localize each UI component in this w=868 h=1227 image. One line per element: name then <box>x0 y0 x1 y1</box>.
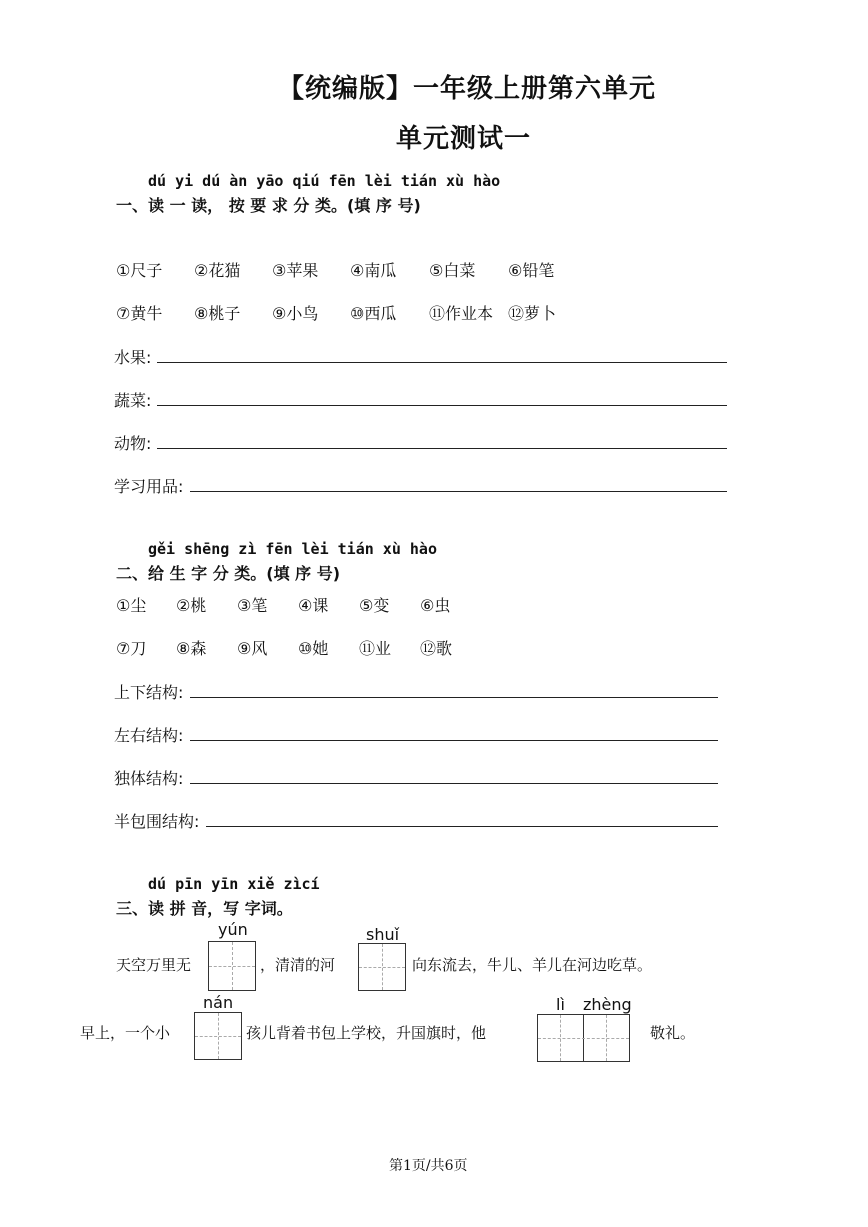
section2-heading: 二、给 生 字 分 类。(填 序 号) <box>116 564 341 583</box>
writing-box-shui[interactable] <box>358 943 406 991</box>
list-item: ②桃 <box>176 596 207 615</box>
sentence2-part3: 敬礼。 <box>650 1024 696 1042</box>
section1-pinyin: dú yi dú àn yāo qiú fēn lèi tián xù hào <box>148 172 501 190</box>
list-item: ①尺子 <box>116 261 163 280</box>
sentence1-part1: 天空万里无 <box>116 956 192 974</box>
answer-line-animal[interactable] <box>157 448 727 449</box>
sentence1-part3: 向东流去，牛儿、羊儿在河边吃草。 <box>412 956 653 974</box>
section1-heading: 一、读 一 读， 按 要 求 分 类。(填 序 号) <box>116 196 421 215</box>
sentence2-part2: 孩儿背着书包上学校，升国旗时，他 <box>246 1024 487 1042</box>
page-subtitle: 单元测试一 <box>396 124 532 154</box>
answer-line-half-enclosed[interactable] <box>206 826 718 827</box>
sentence2-part1: 早上，一个小 <box>80 1024 171 1042</box>
list-item: ⑫歌 <box>420 639 453 658</box>
list-item: ⑥虫 <box>420 596 451 615</box>
list-item: ⑤白菜 <box>429 261 476 280</box>
list-item: ④课 <box>298 596 329 615</box>
pinyin-zheng: zhèng <box>583 995 632 1014</box>
list-item: ⑩她 <box>298 639 329 658</box>
blank-label-left-right: 左右结构: <box>114 726 184 745</box>
list-item: ②花猫 <box>194 261 241 280</box>
section3-heading: 三、读 拼 音，写 字词。 <box>116 899 293 918</box>
page-title: 【统编版】一年级上册第六单元 <box>278 74 657 104</box>
answer-line-left-right[interactable] <box>190 740 718 741</box>
list-item: ⑨小鸟 <box>272 304 319 323</box>
blank-label-fruit: 水果: <box>114 348 152 367</box>
list-item: ⑪作业本 <box>429 304 494 323</box>
blank-label-single: 独体结构: <box>114 769 184 788</box>
list-item: ④南瓜 <box>350 261 397 280</box>
pinyin-shui: shuǐ <box>366 925 400 944</box>
list-item: ③笔 <box>237 596 268 615</box>
list-item: ⑨风 <box>237 639 268 658</box>
list-item: ③苹果 <box>272 261 319 280</box>
section2-pinyin: gěi shēng zì fēn lèi tián xù hào <box>148 540 437 558</box>
blank-label-vegetable: 蔬菜: <box>114 391 152 410</box>
answer-line-fruit[interactable] <box>157 362 727 363</box>
sentence1-part2: ，清清的河 <box>260 956 336 974</box>
list-item: ⑪业 <box>359 639 392 658</box>
writing-box-lizheng[interactable] <box>537 1014 630 1062</box>
list-item: ⑩西瓜 <box>350 304 397 323</box>
blank-label-top-bottom: 上下结构: <box>114 683 184 702</box>
blank-label-animal: 动物: <box>114 434 152 453</box>
list-item: ⑦刀 <box>116 639 147 658</box>
writing-box-nan[interactable] <box>194 1012 242 1060</box>
answer-line-vegetable[interactable] <box>157 405 727 406</box>
pinyin-li: lì <box>556 995 565 1014</box>
section3-pinyin: dú pīn yīn xiě zìcí <box>148 875 320 893</box>
list-item: ⑫萝卜 <box>508 304 557 323</box>
answer-line-single[interactable] <box>190 783 718 784</box>
list-item: ⑦黄牛 <box>116 304 163 323</box>
pinyin-yun: yún <box>218 920 248 939</box>
list-item: ⑧森 <box>176 639 207 658</box>
writing-box-yun[interactable] <box>208 941 256 991</box>
page-number: 第1页/共6页 <box>389 1158 468 1174</box>
blank-label-stationery: 学习用品: <box>114 477 184 496</box>
list-item: ⑤变 <box>359 596 390 615</box>
list-item: ⑧桃子 <box>194 304 241 323</box>
list-item: ⑥铅笔 <box>508 261 555 280</box>
list-item: ①尘 <box>116 596 147 615</box>
answer-line-stationery[interactable] <box>190 491 727 492</box>
answer-line-top-bottom[interactable] <box>190 697 718 698</box>
pinyin-nan: nán <box>203 993 234 1012</box>
blank-label-half-enclosed: 半包围结构: <box>114 812 200 831</box>
